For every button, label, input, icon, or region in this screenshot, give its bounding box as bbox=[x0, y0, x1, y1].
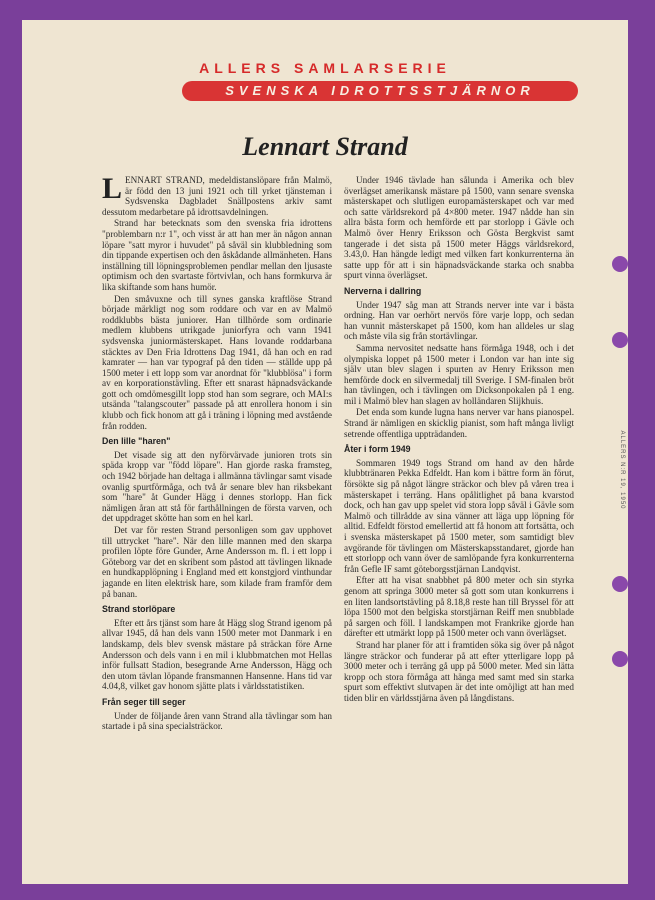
banner-text: SVENSKA IDROTTSSTJÄRNOR bbox=[225, 83, 535, 98]
paragraph: Det var för resten Strand personligen som gav upphovet till uttrycket "hare". När den lille mannen med den skarpa profilen löpte före Gunder, Arne Andersson m. fl. i ett lopp i Göteborg var det en skribent som påstod att tävlingen liknade en hundkapplöpning i England med ett konstgjord vinthundar jagande en liten elektrisk hare, som kilade fram framför dem på banan. bbox=[102, 525, 332, 599]
subheading: Åter i form 1949 bbox=[344, 444, 411, 455]
paragraph: Under 1946 tävlade han sålunda i Amerika och blev överlägset amerikansk mästare på 1500, vann senare svenska mästerskapet och slutligen europamästerskapet och var med och satte världsrekord på 4×800 meter. 1947 nådde han sin allra bästa form och hemförde ett par storlopp i Gävle och Malmö över Henry Eriksson och Gösta Bergkvist samt tangerade i det sista på 1500 meter Häggs världsrekord, 3.43,0. Han hängde ledigt med vilken fart konkurrenterna än satte upp för att i sin häpnadsväckande starka och snabba spurt vinna överlägset. bbox=[344, 175, 574, 281]
subheading: Nerverna i dallring bbox=[344, 285, 422, 296]
paragraph: Efter ett års tjänst som hare åt Hägg slog Strand igenom på allvar 1945, då han dels vann 1500 meter mot Danmark i en landskamp, dels blev svensk mästare på sträckan före Arne Andersson och dels vann i en mil i klubbmatchen mot Hellas inför fullsatt Stadion, besegrande Arne Andersson, Hägg och den utom tävlan löpande fransmannen Hansenne. Hans tid var 4.04,8, vilket gav honom sjätte plats i världsstatistiken. bbox=[102, 617, 332, 692]
series-banner bbox=[182, 81, 578, 101]
subheading: Den lille "haren" bbox=[102, 436, 171, 447]
paragraph: Samma nervositet nedsatte hans förmåga 1948, och i det olympiska loppet på 1500 meter i London var han inte sig själv utan blev slagen i spurten av Henry Eriksson men hemförde dock en silvermedalj till Sverige. I SM-finalen bröt han tävlingen, och i tävlingen om Dicksonpokalen på 1 eng. mil i Malmö blev han slagen av holländaren Slijkhuis. bbox=[344, 342, 574, 406]
paragraph: Det enda som kunde lugna hans nerver var hans pianospel. Strand är nämligen en skicklig pianist, som haft många livligt setrende offentliga uppträdanden. bbox=[344, 407, 574, 439]
paragraph: Sommaren 1949 togs Strand om hand av den hårde klubbtränaren Pekka Edfeldt. Han kom i bättre form än förut, försökte sig på något längre sträckor och blev på våren trea i mästerskapet i terräng. Hans opålitlighet på bana kvarstod dock, och han gav upp spelet vid stora lopp såväl i Gävle som Malmö och tillrådde av sina vänner att läga upp löpning för alltid. Edfeldt förstod emellertid att få honom att fortsätta, och i svenska mästerskapet på 1500 meter, som samtidigt blev avgörande för tävlingen om Mästerskapsstandaret, gjorde han ett storlopp och vann över de samlöpande fyra konkurrenterna från Gefle IF samt göteborgsstjärnan Landqvist. bbox=[344, 457, 574, 574]
paragraph: Strand har betecknats som den svenska fria idrottens "problembarn n:r 1", och visst är att han mer än någon annan löpare "satt myror i huvudet" på såväl sin klubbledning som din tippande expertisen och den åskådande allmänheten. Hans inställning till löpningsproblemen pendlar mellan den ljusaste optimism och den svartaste förtvivlan, och hans formkurva är lika skiftande som hans humör. bbox=[102, 218, 332, 292]
binder-hole bbox=[612, 332, 628, 348]
paragraph: Efter att ha visat snabbhet på 800 meter och sin styrka genom att springa 3000 meter så gott som utan konkurrens i en liten landsortstävling på 8.18,8 reste han till Bryssel för att löpa 1500 mot den belgiska storstjärnan Reiff men snubblade på sargen och föll. I landskampen mot Frankrike gjorde han därefter ett utmärkt lopp på 1500 meter och vann överlägset. bbox=[344, 575, 574, 639]
paragraph: Under de följande åren vann Strand alla tävlingar som han startade i på sina specialsträckor. bbox=[102, 710, 332, 732]
subheading: Strand storlöpare bbox=[102, 604, 176, 615]
binder-hole bbox=[612, 651, 628, 667]
paragraph: Under 1947 såg man att Strands nerver inte var i bästa ordning. Han var oerhört nervös före varje lopp, och sedan han vunnit mästerskapet på 1500, kom han alldeles ur slag och måste vila sig från stortävlingar. bbox=[344, 299, 574, 342]
article-column-left bbox=[102, 172, 332, 733]
binder-hole bbox=[612, 256, 628, 272]
magazine-page bbox=[22, 20, 628, 884]
paragraph: Det visade sig att den nyförvärvade junioren trots sin späda kropp var "född löpare". Han gjorde raska framsteg, och 1942 började han deltaga i allmänna tävlingar samt visade ovanlig spurtförmåga, och två år senare blev han riksbekant som "hare" åt Gunder Hägg i dennes storlopp. Han fick nämligen åran att stå för farthållningen de första varven, och det uppdraget skötte han som en hel karl. bbox=[102, 449, 332, 524]
paragraph: Strand har planer för att i framtiden söka sig över på något längre sträckor och funderar på att efter ytterligare lopp på 3000 meter och i terräng gå upp på 5000 meter. Med sin lätta kropp och stora förmåga att hänga med samt med sin starka spurt som effektivt slutvapen är det inte omöjligt att han med tiden blir en världsstjärna även på långdistans. bbox=[344, 639, 574, 703]
subheading: Från seger till seger bbox=[102, 696, 186, 707]
series-title: ALLERS SAMLARSERIE bbox=[199, 60, 451, 76]
side-label: ALLERS N:R 19, 1950 bbox=[619, 430, 625, 510]
paragraph: Den småvuxne och till synes ganska kraftlöse Strand började märkligt nog som roddare och var en av Malmö roddklubbs bästa juniorer. Han tillhörde som ordinarie medlem klubbens utrikgade juniorfyra och vann 1941 sydsvenska juniormästerskapet. Hans lovande roddarbana stäcktes av Den Fria Idrottens Dag 1941, då han och en rad kamrater — han var typograf på den tiden — ställde upp på 1500 meter i ett lopp som var anordnat för "klubblösa" i form av en korporationstävling. Efter ett snarast häpnadsväckande gott och omdömesgillt lopp stod han som segrare, och MAI:s utsända "talangscouter" passade på att enrollera honom i sin klubb och fick honom att gå i träning i löpning med avstående från rodden. bbox=[102, 293, 332, 431]
paragraph: LENNART STRAND, medeldistanslöpare från Malmö, är född den 13 juni 1921 och till yrket tjänsteman i Sydsvenska Dagbladet Snällpostens arkiv samt dessutom medarbetare på idrottsavdelningen. bbox=[102, 172, 332, 217]
article-column-right bbox=[344, 175, 574, 705]
drop-cap: L bbox=[102, 172, 123, 205]
binder-hole bbox=[612, 576, 628, 592]
article-title: Lennart Strand bbox=[242, 132, 408, 161]
